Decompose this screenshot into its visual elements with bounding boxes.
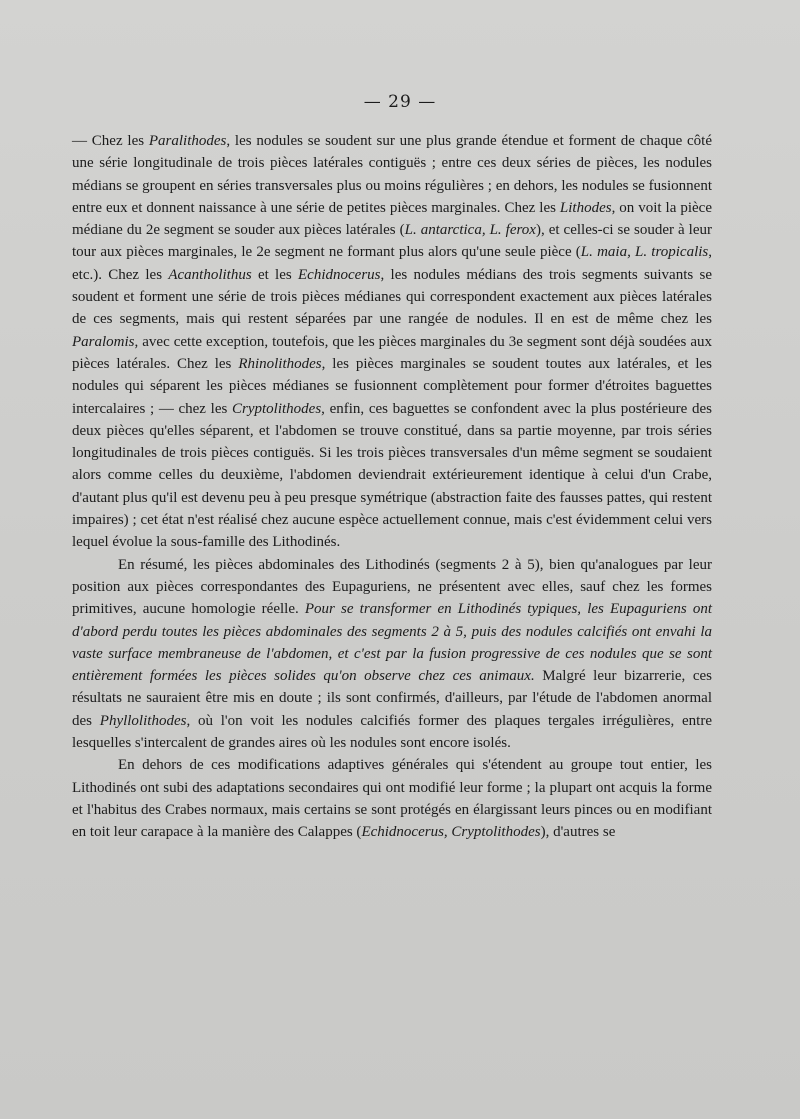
body-text: [72, 130, 712, 844]
paragraph-2: En résumé, les pièces abdominales des Lithodinés (segments 2 à 5), bien qu'analogues par leur position aux pièces correspondantes des Eupaguriens, ne présentent avec elles, sauf chez les formes primitives, aucune homologie réelle. Pour se transformer en Lithodinés typiques, les Eupaguriens ont d'abord perdu toutes les pièces abdominales des segments 2 à 5, puis des nodules calcifiés ont envahi la vaste surface membraneuse de l'abdomen, et c'est par la fusion progressive de ces nodules que se sont entièrement formées les pièces solides qu'on observe chez ces animaux. Malgré leur bizarrerie, ces résultats ne sauraient être mis en doute ; ils sont confirmés, d'ailleurs, par l'étude de l'abdomen anormal des Phyllolithodes, où l'on voit les nodules calcifiés former des plaques tergales irrégulières, entre lesquelles s'intercalent de grandes aires où les nodules sont encore isolés.: [72, 556, 712, 752]
italic-run: Paralithodes: [148, 133, 227, 149]
italic-run: Cryptolithodes: [232, 400, 322, 417]
paragraph-1: — Chez les Paralithodes, les nodules se soudent sur une plus grande étendue et forment de chaque côté une série longitudinale de trois pièces latérales contiguës ; entre ces deux séries de pièces, les nodules médians se groupent en séries transversales plus ou moins régulières ; en dehors, les nodules se fusionnent entre eux et donnent naissance à une série de petites pièces marginales. Chez les Lithodes, on voit la pièce médiane du 2e segment se souder aux pièces latérales (L. antarctica, L. ferox), et celles-ci se souder à leur tour aux pièces marginales, le 2e segment ne formant plus alors qu'une seule pièce (L. maia, L. tropicalis, etc.). Chez les Acantholithus et les Echidnocerus, les nodules médians des trois segments suivants se soudent et forment une série de trois pièces médianes qui correspondent exactement aux pièces latérales de ces segments, mais qui restent séparées par une rangée de nodules. Il en est de même chez les Paralomis, avec cette exception, toutefois, que les pièces marginales du 3e segment sont déjà soudées aux pièces latérales. Chez les Rhinolithodes, les pièces marginales se soudent toutes aux latérales, et les nodules qui séparent les pièces médianes se fusionnent complètement pour former d'étroites baguettes intercalaires ; — chez les Cryptolithodes, enfin, ces baguettes se confondent avec la plus postérieure des deux pièces qu'elles séparent, et l'abdomen se trouve constitué, dans sa partie moyenne, par trois séries longitudinales de trois pièces contiguës. Si les trois pièces transversales d'un même segment se soudaient alors comme celles du deuxième, l'abdomen deviendrait extérieurement identique à celui d'un Crabe, d'autant plus qu'il est devenu peu à peu presque symétrique (abstraction faite des fausses pattes, qui restent impaires) ; cet état n'est réalisé chez aucune espèce actuellement connue, mais c'est évidemment celui vers lequel évolue la sous-famille des Lithodinés.: [72, 133, 713, 551]
italic-run: L. maia, L. tropicalis: [580, 244, 709, 261]
italic-run: Acantholithus: [168, 266, 252, 283]
italic-run: Paralomis: [72, 333, 135, 350]
page-number: — 29 —: [363, 92, 437, 112]
italic-run: Echidnocerus: [298, 266, 381, 283]
italic-run: Rhinolithodes: [238, 355, 322, 372]
italic-run: Pour se transformer en Lithodinés typiques, les Eupaguriens ont d'abord perdu toutes les pièces abdominales des segments 2 à 5, puis des nodules calcifiés ont envahi la vaste surface membraneuse de l'abdomen, et c'est par la fusion progressive de ces nodules que se sont entièrement formées les pièces solides qu'on observe chez ces animaux.: [72, 601, 712, 685]
paragraph-3: En dehors de ces modifications adaptives générales qui s'étendent au groupe tout entier, les Lithodinés ont subi des adaptations secondaires qui ont modifié leur forme ; la plupart ont acquis la forme et l'habitus des Crabes normaux, mais certains se sont protégés en élargissant leurs pinces ou en modifiant en toit leur carapace à la manière des Calappes (Echidnocerus, Cryptolithodes), d'autres se: [72, 757, 712, 841]
italic-run: Echidnocerus, Cryptolithodes: [361, 824, 541, 841]
italic-run: L. antarctica, L. ferox: [404, 222, 536, 239]
italic-run: Phyllolithodes: [99, 712, 187, 729]
italic-run: Lithodes: [559, 199, 612, 216]
